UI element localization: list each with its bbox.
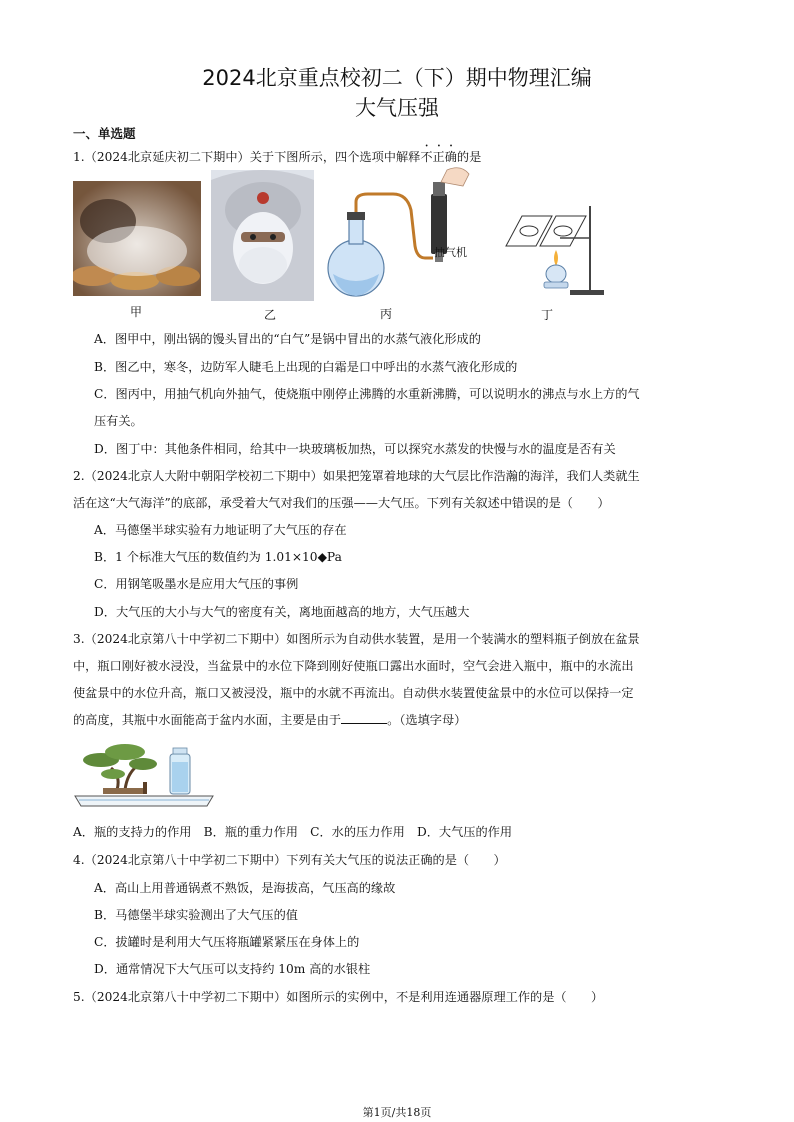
- q1-stem-text: 1.（2024北京延庆初二下期中）关于下图所示，四个选项中解释: [73, 150, 421, 164]
- caption-bing: 丙: [380, 307, 393, 321]
- page-footer: 第1页/共18页: [362, 1106, 432, 1119]
- bonsai-water-supply-diagram: [73, 740, 215, 810]
- q1-option-c: C．图丙中，用抽气机向外抽气，使烧瓶中刚停止沸腾的水重新沸腾，可以说明水的沸点与水上方的气: [94, 387, 640, 401]
- q1-option-c-cont: 压有关。: [94, 414, 143, 428]
- q4-option-d: D．通常情况下大气压可以支持约 10m 高的水银柱: [94, 962, 371, 976]
- q1-option-b: B．图乙中，寒冬，边防军人睫毛上出现的白霜是口中呼出的水蒸气液化形成的: [94, 360, 518, 374]
- q3-stem-cont-2: 使盆景中的水位升高，瓶口又被浸没，瓶中的水就不再流出。自动供水装置使盆景中的水位可以保持一定: [73, 686, 634, 700]
- q1-stem-emphasis: 不正确: [420, 150, 457, 164]
- q1-option-a: A．图甲中，刚出锅的馒头冒出的“白气”是锅中冒出的水蒸气液化形成的: [94, 332, 481, 346]
- q1-stem: [73, 143, 481, 165]
- q3-stem-cont-1: 中，瓶口刚好被水浸没，当盆景中的水位下降到刚好使瓶口露出水面时，空气会进入瓶中，瓶中的水流出: [73, 659, 634, 673]
- q4-option-a: A．高山上用普通锅煮不熟饭，是海拔高，气压高的缘故: [94, 881, 396, 895]
- caption-yi: 乙: [264, 308, 277, 322]
- glass-plates-diagram: [500, 202, 610, 300]
- q2-option-c: C．用钢笔吸墨水是应用大气压的事例: [94, 577, 299, 591]
- answer-blank[interactable]: [341, 713, 387, 724]
- section-heading: 一、单选题: [73, 126, 136, 141]
- caption-jia: 甲: [130, 305, 143, 319]
- q2-stem: 2.（2024北京人大附中朝阳学校初二下期中）如果把笼罩着地球的大气层比作浩瀚的海洋，我们人类就生: [73, 469, 640, 483]
- pump-label: 抽气机: [434, 246, 467, 259]
- q4-stem: 4.（2024北京第八十中学初二下期中）下列有关大气压的说法正确的是（ ）: [73, 853, 506, 867]
- page-subtitle: 大气压强: [355, 96, 439, 120]
- caption-ding: 丁: [541, 308, 554, 322]
- steamed-buns-photo: [73, 181, 201, 296]
- q3-stem: 3.（2024北京第八十中学初二下期中）如图所示为自动供水装置，是用一个装满水的塑料瓶子倒放在盆景: [73, 632, 640, 646]
- q5-stem: 5.（2024北京第八十中学初二下期中）如图所示的实例中，不是利用连通器原理工作的是（ ）: [73, 990, 604, 1004]
- q3-stem-end: 。（选填字母）: [387, 713, 467, 727]
- page-title: 2024北京重点校初二（下）期中物理汇编: [202, 66, 592, 90]
- q1-stem-end: 的是: [456, 150, 482, 164]
- q4-option-b: B．马德堡半球实验测出了大气压的值: [94, 908, 298, 922]
- frosted-soldier-photo: [211, 170, 314, 301]
- q3-stem-cont-3: [73, 711, 466, 728]
- q2-option-d: D．大气压的大小与大气的密度有关，离地面越高的地方，大气压越大: [94, 605, 470, 619]
- q2-stem-cont: 活在这“大气海洋”的底部，承受着大气对我们的压强——大气压。下列有关叙述中错误的是（ ）: [73, 496, 610, 510]
- q4-option-c: C．拔罐时是利用大气压将瓶罐紧紧压在身体上的: [94, 935, 360, 949]
- q2-option-b: B．1 个标准大气压的数值约为 1.01×10◆Pa: [94, 550, 342, 564]
- q1-option-d: D．图丁中：其他条件相同，给其中一块玻璃板加热，可以探究水蒸发的快慢与水的温度是否有关: [94, 442, 616, 456]
- q3-stem-text: 的高度，其瓶中水面能高于盆内水面，主要是由于: [73, 713, 342, 727]
- q2-option-a: A．马德堡半球实验有力地证明了大气压的存在: [94, 523, 347, 537]
- flask-pump-diagram: [323, 166, 483, 306]
- q3-options: A．瓶的支持力的作用 B．瓶的重力作用 C．水的压力作用 D．大气压的作用: [73, 825, 513, 839]
